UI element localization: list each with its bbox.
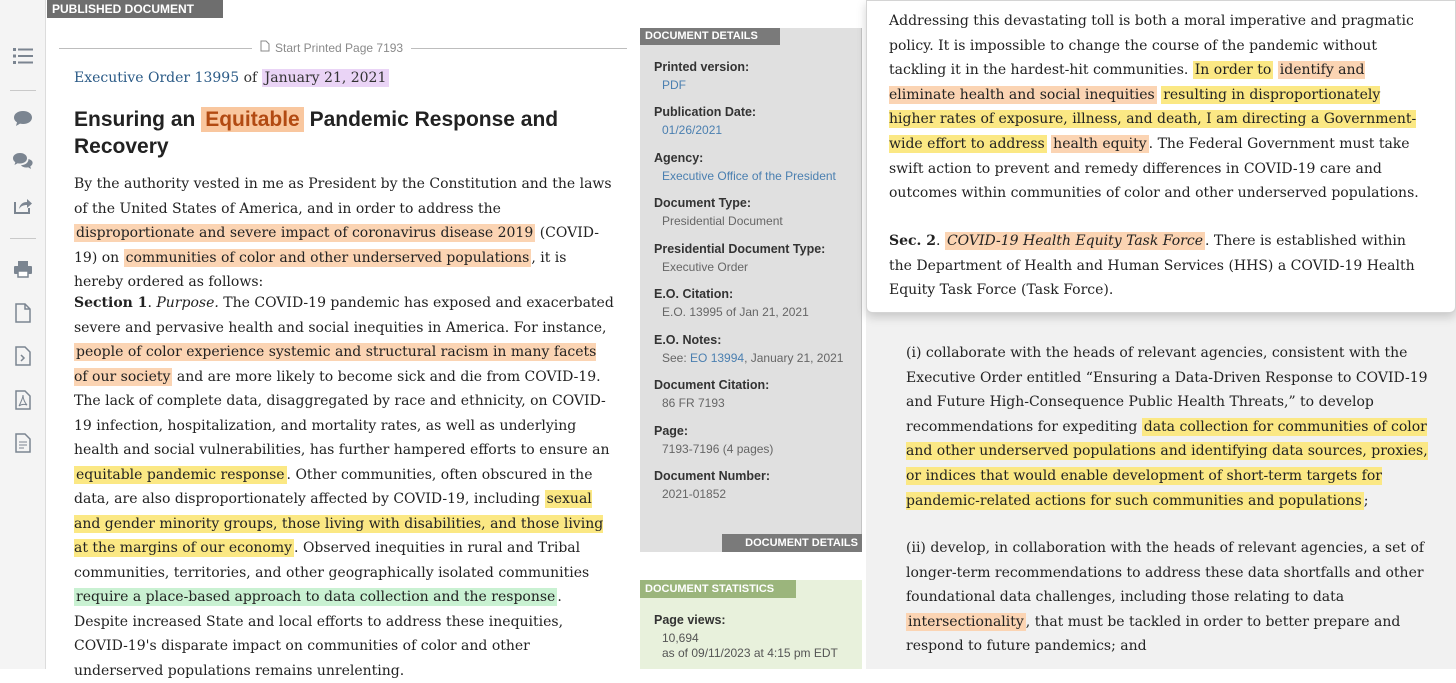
detail-label: Document Type: (654, 196, 751, 210)
publication-date-link[interactable]: 01/26/2021 (662, 123, 723, 137)
highlight-place-based-approach: require a place-based approach to data collection and the response (76, 589, 556, 605)
highlight-in-order-to: In order to (1194, 62, 1272, 79)
detail-value (654, 351, 843, 365)
detail-label: E.O. Notes: (654, 333, 722, 347)
print-icon[interactable] (12, 258, 34, 280)
detail-publication-date (654, 105, 756, 137)
detail-page (654, 424, 773, 456)
intro-text-1: By the authority vested in me as President by the Constitution and the laws of the United States of America, and in order to address the (74, 176, 612, 217)
public-inspection-icon[interactable] (12, 432, 34, 454)
detail-label: Agency: (654, 151, 704, 165)
detail-document-citation (654, 378, 769, 410)
item-ii-end: , that must be tackled in order to better prepare and respond to future pandemics; and (906, 613, 1401, 655)
table-of-contents-icon[interactable] (12, 45, 34, 67)
popup-text-1: Addressing this devastating toll is both a moral imperative and pragmatic policy. It is impossible to change the course of the pandemic without tackling it in the hardest-hit communities. (889, 13, 1414, 79)
detail-label: E.O. Citation: (654, 287, 734, 301)
page-views-label: Page views: (654, 613, 726, 627)
published-document-tab: PUBLISHED DOCUMENT (47, 0, 223, 18)
section-1-text-3: . Other communities, often obscured in the data, are also disproportionately affected by COVID-19, including (74, 466, 593, 507)
item-i-text: (i) collaborate with the heads of relevant agencies, consistent with the Executive Order entitled “Ensuring a Data-Driven Response to COVID-19 and Future High-Consequence Public Health Threats,” to develop recommendations for expediting (906, 345, 1428, 435)
intro-paragraph (74, 172, 614, 295)
detail-document-type (654, 196, 783, 228)
popup-paragraph-1 (889, 9, 1429, 206)
section-2-text: . There is established within the Department of Health and Human Services (HHS) a COVID-19 Health Equity Task Force (Task Force). (889, 233, 1415, 299)
share-icon[interactable] (12, 195, 34, 217)
detail-label: Printed version: (654, 60, 750, 74)
detail-value: Presidential Document (662, 214, 783, 228)
eo-date: January 21, 2021 (262, 69, 390, 87)
section-1-paragraph: Section 1. Purpose. The COVID-19 pandemic has exposed and exacerbated severe and pervasive health and social inequities in America. For instance, people of color experience systemic and structural racism in many facets of our society and are more likely to become sick and die from COVID-19. The lack of complete data, disaggregated by race and ethnicity, on COVID-19 infection, hospitalization, and mortality rates, as well as underlying health and social vulnerabilities, has further hampered efforts to ensure an equitable pandemic response . Other communities, often obscured in the data, are also disproportionately affected by COVID-19, including sexual and gender minority groups, those living with disabilities, and those living at the margins of our economy . Observed inequities in rural and Tribal communities, territories, and other geographically isolated communities require a place-based approach to data collection and the response . Despite increased State and local efforts to address these inequities, COVID-19's disparate impact on communities of color and other underserved populations remains unrelenting. (74, 295, 614, 679)
highlight-data-collection: data collection for communities of color and other underserved populations and identifying data sources, proxies, or indices that would enable development of short-term targets for pandemic-related actions for such communities and populations (906, 418, 1428, 509)
executive-order-line (74, 70, 389, 86)
detail-label: Publication Date: (654, 105, 757, 119)
document-details-footer-tab[interactable]: DOCUMENT DETAILS (722, 534, 862, 552)
comment-icon[interactable] (12, 108, 34, 130)
detail-eo-notes (654, 333, 843, 365)
detail-eo-citation (654, 287, 809, 319)
highlight-disproportionate-impact: disproportionate and severe impact of coronavirus disease 2019 (76, 225, 534, 241)
stat-page-views (654, 613, 838, 660)
section-1-label: Section 1 (74, 295, 148, 311)
section-2-title: COVID-19 Health Equity Task Force (946, 233, 1203, 249)
popup-text-2: . The Federal Government must take swift action to prevent and remedy differences in COVID-19 care and outcomes within communities of color and other underserved populations. (889, 135, 1419, 202)
eo-of-text: of (243, 70, 258, 86)
print-page-label: Start Printed Page 7193 (275, 40, 404, 55)
document-details-panel (640, 28, 862, 552)
eo-notes-suffix: , January 21, 2021 (744, 351, 844, 365)
pdf-document-icon[interactable] (12, 389, 34, 411)
title-post: Pandemic Response and Recovery (74, 108, 559, 158)
detail-label: Document Citation: (654, 378, 770, 392)
detail-label: Page: (654, 424, 689, 438)
highlight-popup (866, 0, 1456, 313)
detail-printed-version (654, 60, 749, 92)
section-2-label: Sec. 2 (889, 233, 937, 249)
print-page-marker (252, 40, 411, 55)
intro-text-3: , it is hereby ordered as follows: (74, 249, 567, 290)
icon-rail (0, 0, 46, 669)
pdf-link[interactable]: PDF (662, 78, 686, 92)
item-i-end: ; (1363, 492, 1369, 509)
detail-value: E.O. 13995 of Jan 21, 2021 (662, 305, 809, 319)
highlight-government-effort: resulting in disproportionately higher rates of exposure, illness, and death, I am directing a Government-wide effort to address (889, 86, 1417, 152)
popup-section-2: Sec. 2. COVID-19 Health Equity Task Force . There is established within the Department of Health and Human Services (HHS) a COVID-19 Health Equity Task Force (Task Force). (889, 233, 1415, 299)
document-statistics-panel (640, 580, 862, 669)
page-views-count: 10,694 (662, 631, 699, 645)
section-1-title: Purpose. (156, 295, 219, 311)
detail-presidential-document-type (654, 242, 825, 274)
eo-notes-prefix: See: (662, 351, 691, 365)
detail-label: Presidential Document Type: (654, 242, 826, 256)
developer-document-icon[interactable] (12, 345, 34, 367)
highlight-health-equity: health equity (1053, 135, 1147, 152)
document-icon[interactable] (12, 302, 34, 324)
article-content (47, 0, 640, 679)
document-details-tab: DOCUMENT DETAILS (640, 28, 780, 45)
agency-link[interactable]: Executive Office of the President (662, 169, 836, 183)
detail-value: Executive Order (662, 260, 749, 274)
highlight-systemic-racism: people of color experience systemic and structural racism in many facets of our society (74, 344, 597, 385)
highlight-identify-eliminate: identify and eliminate health and social inequities (889, 62, 1365, 103)
section-1-text-1: The COVID-19 pandemic has exposed and exacerbated severe and pervasive health and social inequities in America. For instance, (74, 295, 614, 336)
comments-icon[interactable] (12, 151, 34, 173)
document-title (74, 106, 594, 160)
detail-value: 2021-01852 (662, 487, 727, 501)
highlight-intersectionality: intersectionality (908, 613, 1024, 630)
detail-document-number (654, 469, 770, 501)
item-ii-paragraph (906, 536, 1446, 659)
executive-order-link[interactable]: Executive Order 13995 (74, 70, 240, 86)
eo-13994-link[interactable]: EO 13994 (690, 351, 745, 365)
item-i-paragraph (906, 341, 1446, 513)
page-views-timestamp: as of 09/11/2023 at 4:15 pm EDT (662, 646, 838, 660)
document-statistics-tab: DOCUMENT STATISTICS (640, 580, 796, 598)
section-1-text-4: . Observed inequities in rural and Tribal communities, territories, and other geographically isolated communities (74, 540, 590, 581)
highlight-equitable-response: equitable pandemic response (76, 466, 285, 483)
title-highlight: Equitable (201, 107, 304, 132)
highlight-minority-groups: sexual and gender minority groups, those living with disabilities, and those living at the margins of our economy (74, 491, 604, 556)
section-1-text-2: and are more likely to become sick and die from COVID-19. The lack of complete data, disaggregated by race and ethnicity, on COVID-19 infection, hospitalization, and mortality rates, as well as underlying health and social vulnerabilities, has further hampered efforts to ensure an (74, 368, 610, 458)
detail-label: Document Number: (654, 469, 770, 483)
detail-value: 86 FR 7193 (662, 396, 725, 410)
detail-agency (654, 151, 836, 183)
section-1-text-5: . Despite increased State and local efforts to address these inequities, COVID-19's disparate impact on communities of color and other underserved populations remains unrelenting. (74, 589, 564, 679)
item-ii-text: (ii) develop, in collaboration with the heads of relevant agencies, a set of longer-term recommendations to address these data shortfalls and other foundational data challenges, including those relating to data (906, 540, 1425, 606)
intro-text-2: (COVID-19) on (74, 225, 599, 266)
title-pre: Ensuring an (74, 108, 196, 131)
highlight-communities-of-color: communities of color and other underserved populations (125, 249, 530, 266)
page-icon (260, 40, 270, 55)
detail-value: 7193-7196 (4 pages) (662, 442, 774, 456)
